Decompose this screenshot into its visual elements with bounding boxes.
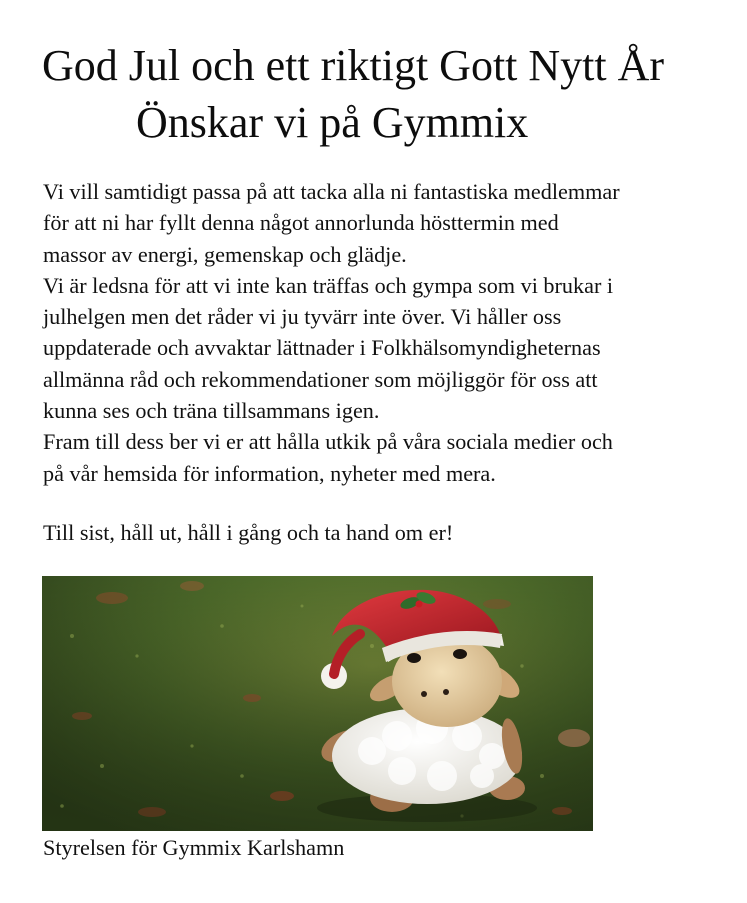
body-line: allmänna råd och rekommendationer som möjliggör för oss att (43, 366, 598, 392)
body-paragraph (43, 176, 743, 489)
body-line: massor av energi, gemenskap och glädje. (43, 241, 407, 267)
page-title-line-2: Önskar vi på Gymmix (136, 98, 529, 147)
body-line: julhelgen men det råder vi ju tyvärr inte över. Vi håller oss (43, 304, 562, 330)
body-line: Vi är ledsna för att vi inte kan träffas och gympa som vi brukar i (43, 272, 614, 298)
body-line: uppdaterade och avvaktar lättnader i Folkhälsomyndigheternas (43, 335, 601, 361)
body-line: för att ni har fyllt denna något annorlunda hösttermin med (43, 210, 559, 236)
body-line: Vi vill samtidigt passa på att tacka alla ni fantastiska medlemmar (43, 179, 620, 204)
body-line: på vår hemsida för information, nyheter med mera. (43, 460, 496, 486)
christmas-sheep-photo (42, 576, 593, 831)
page-title-line-1: God Jul och ett riktigt Gott Nytt År (42, 41, 665, 90)
signature-line: Styrelsen för Gymmix Karlshamn (43, 835, 345, 860)
closing-line: Till sist, håll ut, håll i gång och ta hand om er! (43, 520, 454, 545)
body-line: kunna ses och träna tillsammans igen. (43, 398, 380, 424)
body-line: Fram till dess ber vi er att hålla utkik på våra sociala medier och (43, 429, 613, 455)
